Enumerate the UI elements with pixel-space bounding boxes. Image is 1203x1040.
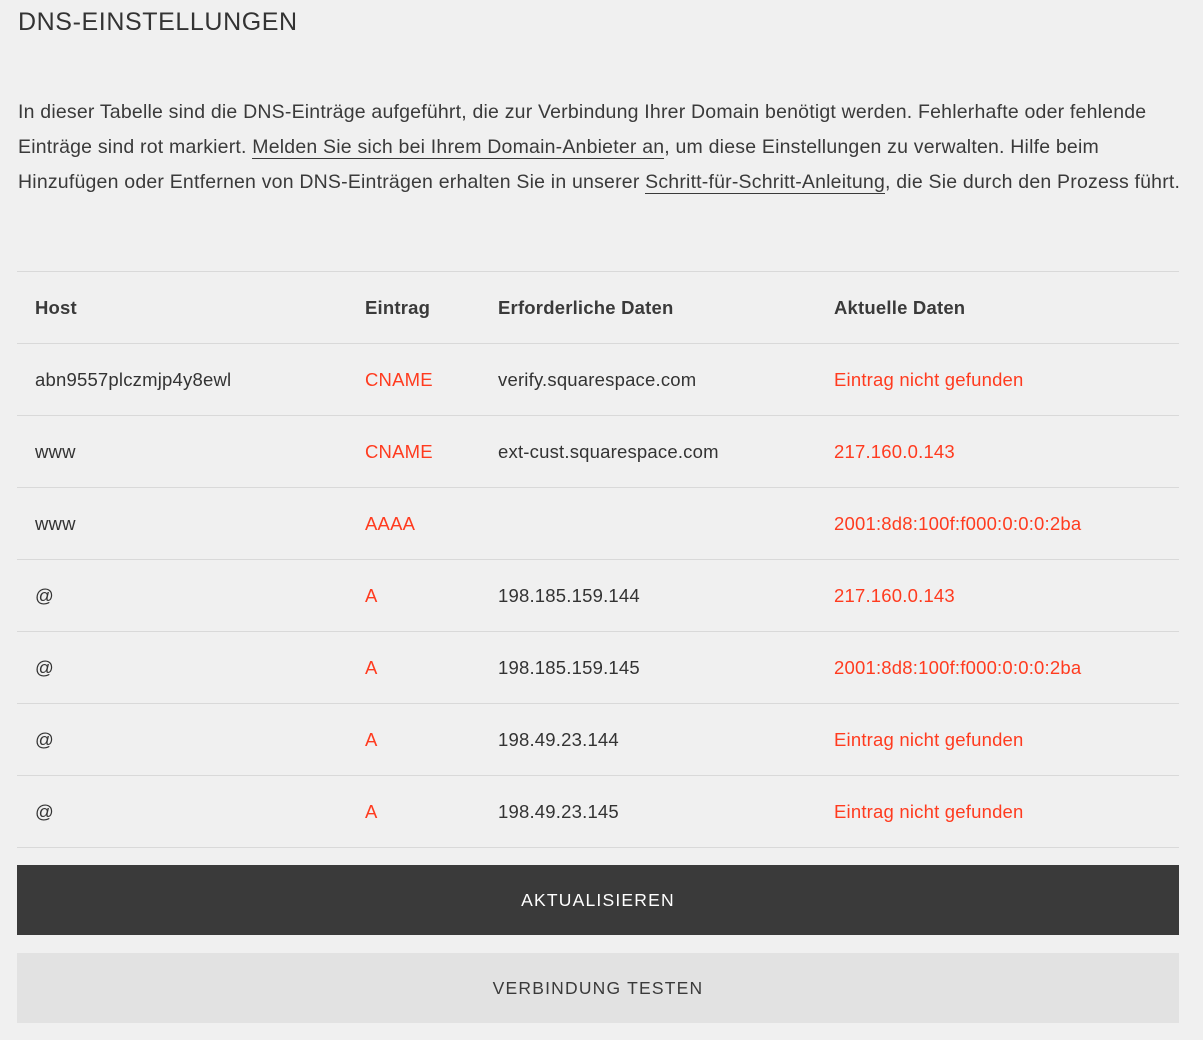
cell-type: CNAME (365, 344, 498, 416)
refresh-button[interactable]: AKTUALISIEREN (17, 865, 1179, 935)
cell-current-data: 217.160.0.143 (834, 416, 1179, 488)
page-title: DNS-EINSTELLUNGEN (18, 8, 298, 36)
header-host: Host (17, 272, 365, 344)
cell-required-data: ext-cust.squarespace.com (498, 416, 834, 488)
step-by-step-guide-link[interactable]: Schritt-für-Schritt-Anleitung (645, 171, 886, 193)
test-connection-button[interactable]: VERBINDUNG TESTEN (17, 953, 1179, 1023)
header-type: Eintrag (365, 272, 498, 344)
intro-text-part-3: , die Sie durch den Prozess führt. (885, 171, 1181, 193)
cell-host: @ (17, 560, 365, 632)
cell-host: @ (17, 776, 365, 848)
cell-type: A (365, 776, 498, 848)
cell-required-data: 198.49.23.144 (498, 704, 834, 776)
cell-type: AAAA (365, 488, 498, 560)
dns-records-table (17, 271, 1179, 848)
cell-type: A (365, 632, 498, 704)
cell-type: A (365, 560, 498, 632)
cell-current-data: 2001:8d8:100f:f000:0:0:0:2ba (834, 632, 1179, 704)
table-row (17, 560, 1179, 632)
cell-host: abn9557plczmjp4y8ewl (17, 344, 365, 416)
header-current-data: Aktuelle Daten (834, 272, 1179, 344)
cell-required-data: verify.squarespace.com (498, 344, 834, 416)
cell-host: @ (17, 632, 365, 704)
table-row (17, 776, 1179, 848)
table-row (17, 704, 1179, 776)
cell-current-data: 2001:8d8:100f:f000:0:0:0:2ba (834, 488, 1179, 560)
cell-host: www (17, 416, 365, 488)
table-row (17, 488, 1179, 560)
cell-host: @ (17, 704, 365, 776)
cell-current-data: Eintrag nicht gefunden (834, 704, 1179, 776)
table-row (17, 344, 1179, 416)
cell-type: A (365, 704, 498, 776)
cell-current-data: 217.160.0.143 (834, 560, 1179, 632)
table-row (17, 632, 1179, 704)
intro-text (18, 95, 1183, 200)
cell-required-data: 198.49.23.145 (498, 776, 834, 848)
intro-text-part-1: In dieser Tabelle sind die DNS-Einträge aufgeführt, die zur Verbindung Ihrer Domain benötigt werden. Fehlerhafte oder fehlende Einträge sind rot markiert. (18, 101, 1147, 158)
cell-current-data: Eintrag nicht gefunden (834, 776, 1179, 848)
intro-text-part-2: , um diese Einstellungen zu verwalten. Hilfe beim Hinzufügen oder Entfernen von DNS-Einträgen erhalten Sie in unserer (18, 136, 1099, 193)
cell-current-data: Eintrag nicht gefunden (834, 344, 1179, 416)
cell-type: CNAME (365, 416, 498, 488)
cell-required-data: 198.185.159.144 (498, 560, 834, 632)
header-required-data: Erforderliche Daten (498, 272, 834, 344)
cell-required-data (498, 488, 834, 560)
domain-provider-login-link[interactable]: Melden Sie sich bei Ihrem Domain-Anbieter an (252, 136, 665, 158)
table-header-row (17, 272, 1179, 344)
cell-required-data: 198.185.159.145 (498, 632, 834, 704)
table-row (17, 416, 1179, 488)
cell-host: www (17, 488, 365, 560)
